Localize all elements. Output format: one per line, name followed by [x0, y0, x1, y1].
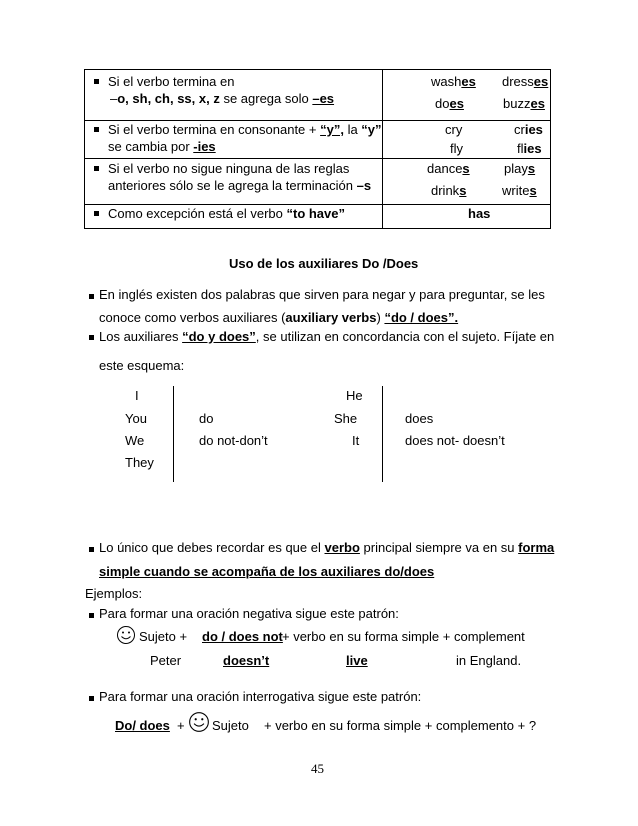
example-subject: Peter: [150, 653, 182, 668]
auxiliary: does not- doesn’t: [405, 433, 505, 448]
table-column-divider: [382, 70, 383, 228]
bullet-square-icon: [94, 166, 99, 171]
example-verb: dresses: [502, 74, 549, 89]
pattern-auxiliary: Do/ does: [115, 718, 170, 733]
pattern-rest: + verbo en su forma simple + complement: [282, 629, 525, 644]
example-auxiliary: doesn’t: [223, 653, 270, 668]
bullet-square-icon: [89, 696, 94, 701]
pronoun: We: [125, 433, 145, 448]
bullet-text: Los auxiliares “do y does”, se utilizan en concordancia con el sujeto. Fíjate en: [99, 329, 555, 344]
bullet-text: este esquema:: [99, 358, 185, 373]
examples-label: Ejemplos:: [85, 586, 143, 601]
bullet-text: En inglés existen dos palabras que sirven para negar y para preguntar, se les: [99, 287, 545, 302]
bullet-square-icon: [89, 335, 94, 340]
bullet-square-icon: [89, 294, 94, 299]
bullet-square-icon: [94, 79, 99, 84]
bullet-text: conoce como verbos auxiliares (auxiliary verbs) “do / does”.: [99, 310, 459, 325]
example-verb: plays: [504, 161, 536, 176]
pattern-plus: +: [177, 718, 185, 733]
example-verb: cry: [445, 122, 463, 137]
example-verb: flies: [517, 141, 542, 156]
example-verb: live: [346, 653, 368, 668]
example-verb: does: [435, 96, 464, 111]
bullet-square-icon: [89, 613, 94, 618]
auxiliary: do: [199, 411, 214, 426]
bracket: [169, 386, 174, 482]
table-divider: [85, 158, 550, 159]
bullet-square-icon: [94, 211, 99, 216]
example-verb: drinks: [431, 183, 467, 198]
auxiliary: does: [405, 411, 434, 426]
example-complement: in England.: [456, 653, 522, 668]
section-title: Uso de los auxiliares Do /Does: [229, 256, 419, 271]
pronoun: They: [125, 455, 154, 470]
pattern-auxiliary: do / does not: [202, 629, 283, 644]
pronoun: I: [135, 388, 139, 403]
pronoun: You: [125, 411, 147, 426]
verb-rules-table: [84, 69, 551, 229]
page-number: 45: [311, 761, 324, 776]
pattern-subject: Sujeto: [212, 718, 249, 733]
example-verb: has: [468, 206, 491, 221]
auxiliary: do not-don’t: [199, 433, 268, 448]
rule-text: Si el verbo termina en –o, sh, ch, ss, x, z se agrega solo –es: [108, 74, 335, 106]
example-verb: writes: [502, 183, 537, 198]
bullet-square-icon: [89, 547, 94, 552]
pronoun: She: [334, 411, 358, 426]
bullet-text: Para formar una oración negativa sigue este patrón:: [99, 606, 399, 621]
rule-text: Si el verbo termina en consonante + “y”, la “y” se cambia por -ies: [108, 122, 382, 154]
pronoun: He: [346, 388, 363, 403]
example-verb: washes: [431, 74, 476, 89]
pronoun: It: [352, 433, 360, 448]
example-verb: buzzes: [503, 96, 545, 111]
example-verb: cries: [514, 122, 543, 137]
bullet-text: simple cuando se acompaña de los auxiliares do/does: [99, 564, 435, 579]
bullet-text: Lo único que debes recordar es que el verbo principal siempre va en su forma: [99, 540, 555, 555]
example-verb: dances: [427, 161, 470, 176]
smiley-icon: [188, 711, 210, 733]
pattern-subject: Sujeto +: [139, 629, 188, 644]
bullet-square-icon: [94, 127, 99, 132]
smiley-icon: [116, 625, 136, 645]
pattern-rest: + verbo en su forma simple + complemento + ?: [264, 718, 537, 733]
bullet-text: Para formar una oración interrogativa sigue este patrón:: [99, 689, 422, 704]
rule-text: Como excepción está el verbo “to have”: [108, 206, 345, 221]
rule-text: Si el verbo no sigue ninguna de las reglas anteriores sólo se le agrega la terminación –s: [108, 161, 372, 193]
bracket: [378, 386, 383, 482]
example-verb: fly: [450, 141, 463, 156]
